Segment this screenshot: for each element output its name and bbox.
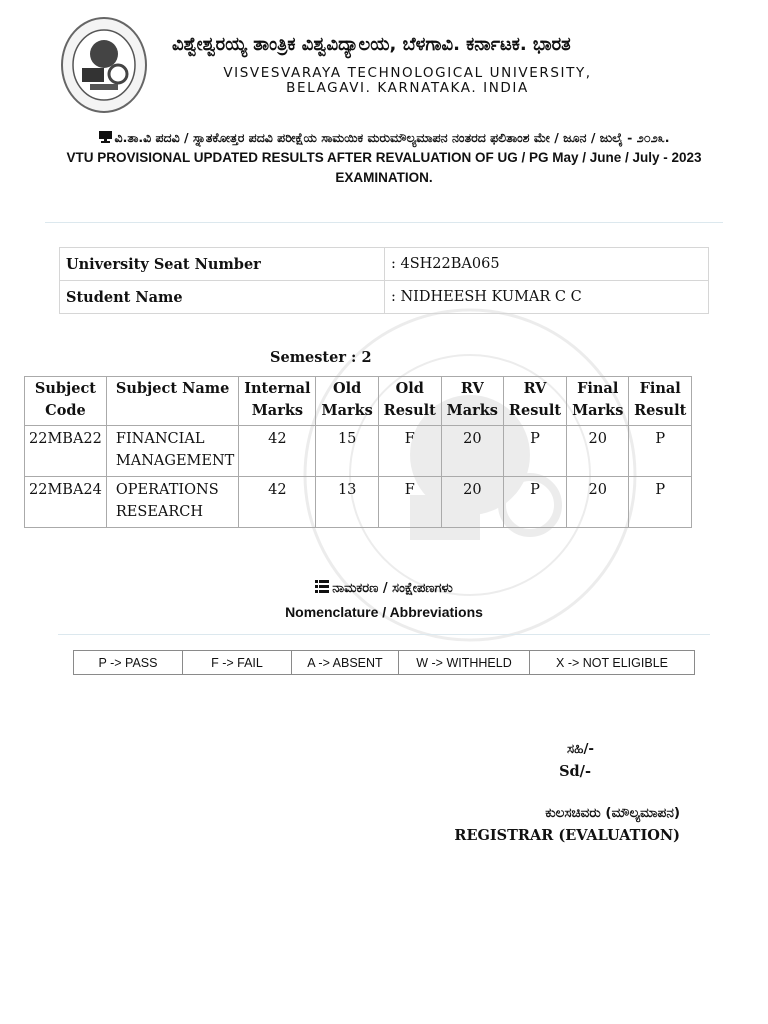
internal-marks: 42	[239, 477, 316, 528]
abbr-pass: P -> PASS	[74, 651, 183, 675]
table-row	[25, 477, 692, 528]
registrar-kannada: ಕುಲಸಚಿವರು (ಮೌಲ್ಯಮಾಪನ)	[545, 805, 680, 821]
marks-header-row	[25, 377, 692, 426]
col-final-marks: Final Marks	[567, 377, 629, 426]
heading-kannada-text: ವಿ.ತಾ.ವಿ ಪದವಿ / ಸ್ನಾತಕೋತ್ತರ ಪದವಿ ಪರೀಕ್ಷೆಯ ಸಾಮಯಿಕ ಮರುಮೌಲ್ಯಮಾಪನ ನಂತರದ ಫಲಿತಾಂಶ ಮೇ / ಜೂನ / ಜುಲೈ - ೨೦೨೩.	[114, 130, 670, 145]
col-subject-name: Subject Name	[106, 377, 238, 426]
rv-result: P	[504, 477, 567, 528]
nomenclature-kannada-text: ನಾಮಕರಣ / ಸಂಕ್ಷೇಪಣಗಳು	[332, 581, 453, 596]
rv-marks: 20	[441, 477, 503, 528]
divider	[58, 634, 710, 635]
heading-kannada	[50, 128, 718, 148]
col-internal-marks: Internal Marks	[239, 377, 316, 426]
col-rv-marks: RV Marks	[441, 377, 503, 426]
abbr-not-eligible: X -> NOT ELIGIBLE	[530, 651, 695, 675]
university-name-kannada: ವಿಶ್ವೇಶ್ವರಯ್ಯ ತಾಂತ್ರಿಕ ವಿಶ್ವವಿದ್ಯಾಲಯ, ಬೆಳಗಾವಿ. ಕರ್ನಾಟಕ. ಭಾರತ	[172, 34, 571, 55]
university-name-line2: BELAGAVI. KARNATAKA. INDIA	[286, 80, 529, 96]
student-info-table	[59, 247, 709, 314]
col-final-result: Final Result	[629, 377, 692, 426]
final-marks: 20	[567, 426, 629, 477]
rv-marks: 20	[441, 426, 503, 477]
student-name-label: Student Name	[60, 281, 385, 314]
registrar-english: REGISTRAR (EVALUATION)	[454, 827, 680, 844]
marks-table-container	[29, 376, 712, 536]
usn-value: : 4SH22BA065	[385, 248, 709, 281]
nomenclature-heading-kannada	[0, 580, 768, 596]
abbr-absent: A -> ABSENT	[292, 651, 399, 675]
vtu-seal-logo	[60, 16, 148, 114]
final-result: P	[629, 426, 692, 477]
rv-result: P	[504, 426, 567, 477]
old-result: F	[378, 426, 441, 477]
col-subject-code: Subject Code	[25, 377, 107, 426]
old-marks: 15	[316, 426, 378, 477]
heading-english: VTU PROVISIONAL UPDATED RESULTS AFTER REVALUATION OF UG / PG May / June / July - 2023 EXAMINATION.	[66, 150, 702, 185]
col-old-marks: Old Marks	[316, 377, 378, 426]
col-old-result: Old Result	[378, 377, 441, 426]
old-result: F	[378, 477, 441, 528]
list-icon	[315, 580, 329, 593]
abbr-fail: F -> FAIL	[183, 651, 292, 675]
subject-code: 22MBA24	[25, 477, 107, 528]
student-name-value: : NIDHEESH KUMAR C C	[385, 281, 709, 314]
usn-label: University Seat Number	[60, 248, 385, 281]
subject-name: FINANCIAL MANAGEMENT	[106, 426, 238, 477]
abbreviations-table	[73, 650, 695, 675]
signed-kannada: ಸಹಿ/-	[567, 741, 594, 757]
nomenclature-heading-english: Nomenclature / Abbreviations	[285, 604, 483, 620]
col-rv-result: RV Result	[504, 377, 567, 426]
subject-name: OPERATIONS RESEARCH	[106, 477, 238, 528]
student-name-row	[60, 281, 709, 314]
university-name-line1: VISVESVARAYA TECHNOLOGICAL UNIVERSITY,	[223, 65, 592, 81]
results-heading	[50, 128, 718, 188]
usn-row	[60, 248, 709, 281]
subject-code: 22MBA22	[25, 426, 107, 477]
final-marks: 20	[567, 477, 629, 528]
abbr-withheld: W -> WITHHELD	[399, 651, 530, 675]
internal-marks: 42	[239, 426, 316, 477]
semester-label: Semester : 2	[270, 349, 372, 366]
university-name-english	[155, 66, 660, 96]
table-row	[25, 426, 692, 477]
desktop-icon	[99, 131, 112, 143]
abbreviations-row	[74, 651, 695, 675]
marks-table	[24, 376, 692, 528]
old-marks: 13	[316, 477, 378, 528]
signed-english: Sd/-	[559, 763, 591, 780]
divider	[45, 222, 723, 223]
final-result: P	[629, 477, 692, 528]
